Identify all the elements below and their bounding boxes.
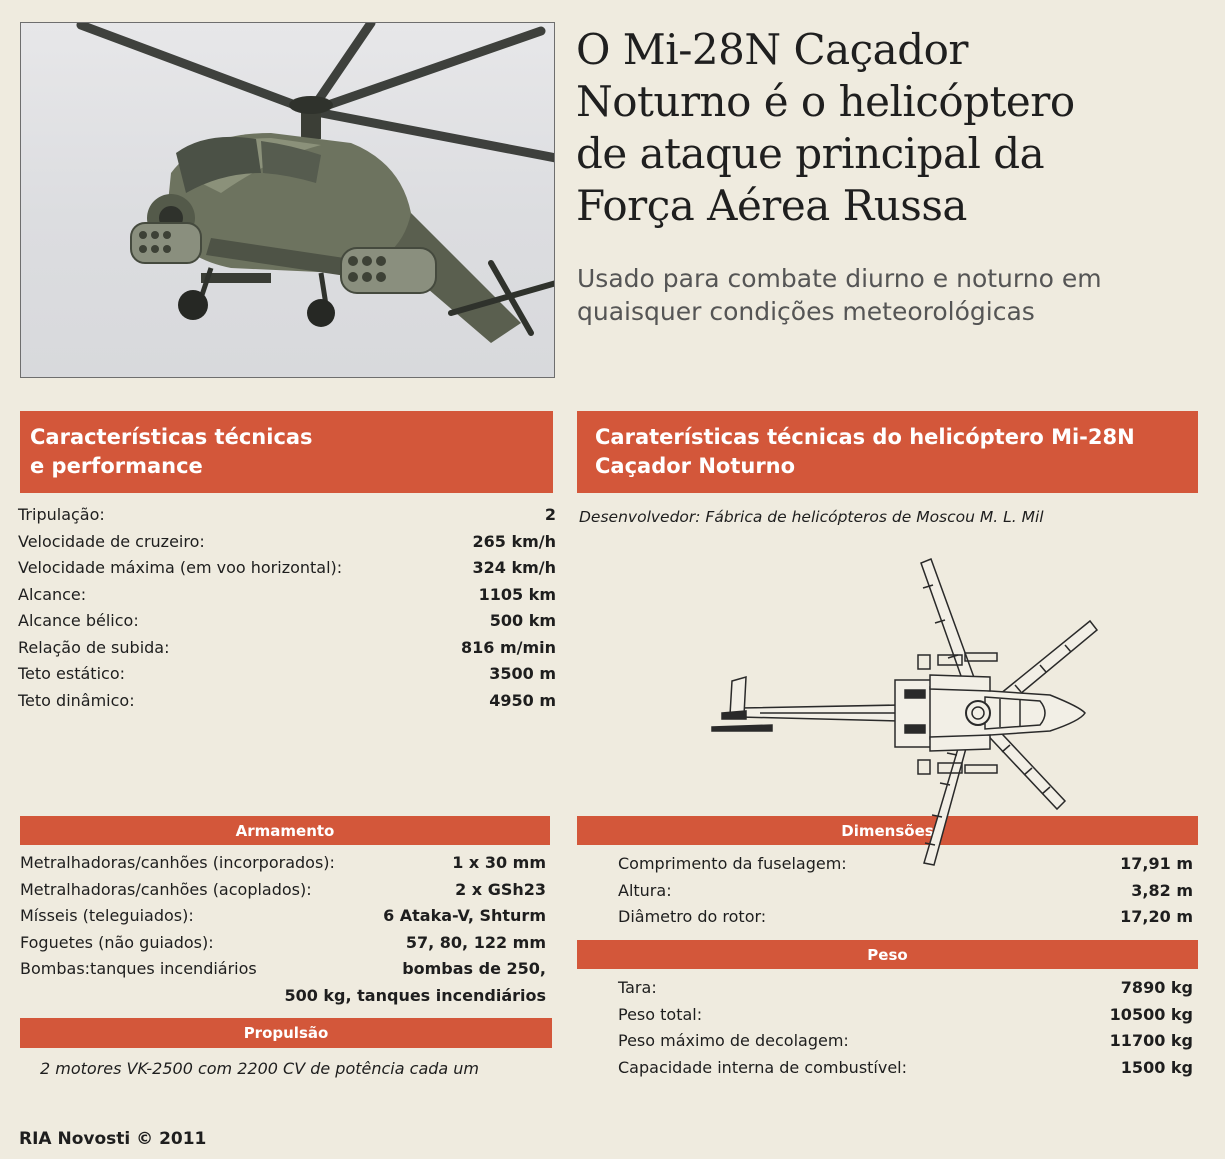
spec-label: Metralhadoras/canhões (incorporados): [20,853,335,872]
armament-row [20,850,546,877]
subtitle-line: Usado para combate diurno e noturno em [577,264,1102,293]
weight-header: Peso [577,940,1198,969]
spec-value: 11700 kg [1109,1031,1193,1050]
performance-row [18,688,556,715]
spec-value: 17,20 m [1120,907,1193,926]
performance-header-line: e performance [30,454,203,478]
weight-row [618,975,1193,1002]
spec-value: 6 Ataka-V, Shturm [383,906,546,925]
performance-row [18,608,556,635]
armament-row [20,877,546,904]
spec-value: 816 m/min [460,637,556,657]
performance-header [20,411,553,493]
spec-label: Altura: [618,880,672,900]
spec-label: Bombas:tanques incendiários [20,959,257,978]
helicopter-top-view-drawing [700,555,1100,870]
spec-value: 3,82 m [1131,880,1193,900]
performance-row [18,582,556,609]
spec-value: 265 km/h [472,531,556,551]
performance-row [18,661,556,688]
propulsion-header: Propulsão [20,1018,552,1048]
spec-value: 1500 kg [1120,1057,1193,1077]
spec-label: Tripulação: [18,505,105,524]
spec-value: 57, 80, 122 mm [405,932,546,952]
spec-label: Alcance: [18,584,87,604]
performance-row [18,635,556,662]
performance-row [18,529,556,556]
spec-label: Tara: [618,978,657,997]
developer-text: Desenvolvedor: Fábrica de helicópteros de Moscou M. L. Mil [579,508,1044,526]
dimensions-row [618,851,1193,878]
page-title [576,24,1206,232]
page-subtitle [577,262,1207,328]
weight-row [618,1028,1193,1055]
armament-row [20,903,546,930]
spec-value: 500 km [489,611,556,630]
spec-label: Velocidade de cruzeiro: [18,531,205,551]
spec-value: 7890 kg [1120,978,1193,997]
spec-value: 10500 kg [1109,1004,1193,1024]
helicopter-photo-illustration [21,23,555,378]
title-line: O Mi-28N Caçador [576,25,968,74]
spec-label: Alcance bélico: [18,611,139,630]
spec-value: 1 x 30 mm [452,853,546,872]
specs-header-line: Caraterísticas técnicas do helicóptero Mi-28N [595,425,1135,449]
armament-row [20,956,546,983]
spec-label: Peso máximo de decolagem: [618,1031,849,1050]
armament-header: Armamento [20,816,550,845]
spec-value: 3500 m [489,664,556,683]
dimensions-list [618,851,1193,931]
performance-list [18,502,556,714]
dimensions-row [618,878,1193,905]
spec-label: Metralhadoras/canhões (acoplados): [20,879,312,899]
footer-credit: RIA Novosti © 2011 [19,1129,207,1149]
subtitle-line: quaisquer condições meteorológicas [577,297,1035,326]
title-line: Força Aérea Russa [576,181,967,230]
title-line: Noturno é o helicóptero [576,77,1075,126]
spec-value: bombas de 250, [402,959,546,978]
performance-header-line: Características técnicas [30,425,313,449]
spec-value: 4950 m [489,690,556,710]
spec-label: Teto dinâmico: [18,690,135,710]
specs-header [577,411,1198,493]
helicopter-photo [20,22,555,378]
armament-row [20,930,546,957]
spec-label: Diâmetro do rotor: [618,907,767,926]
spec-value: 2 x GSh23 [455,879,546,899]
armament-list [20,850,546,1009]
dimensions-header: Dimensões [577,816,1198,845]
weight-list [618,975,1193,1081]
spec-value: 17,91 m [1120,854,1193,873]
spec-label: Foguetes (não guiados): [20,932,214,952]
weight-row [618,1055,1193,1082]
spec-label: Teto estático: [18,664,125,683]
armament-row [20,983,546,1010]
weight-row [618,1002,1193,1029]
spec-label: Peso total: [618,1004,703,1024]
specs-header-line: Caçador Noturno [595,454,796,478]
dimensions-row [618,904,1193,931]
spec-label: Capacidade interna de combustível: [618,1057,908,1077]
spec-value: 1105 km [478,584,556,604]
performance-row [18,555,556,582]
performance-row [18,502,556,529]
title-line: de ataque principal da [576,129,1045,178]
propulsion-text: 2 motores VK-2500 com 2200 CV de potência cada um [40,1059,480,1078]
spec-label: Velocidade máxima (em voo horizontal): [18,558,343,577]
spec-value: 324 km/h [472,558,556,577]
spec-value: 500 kg, tanques incendiários [284,985,546,1005]
spec-label: Relação de subida: [18,637,170,657]
spec-label: Comprimento da fuselagem: [618,854,847,873]
spec-value: 2 [544,505,556,524]
spec-label: Mísseis (teleguiados): [20,906,194,925]
